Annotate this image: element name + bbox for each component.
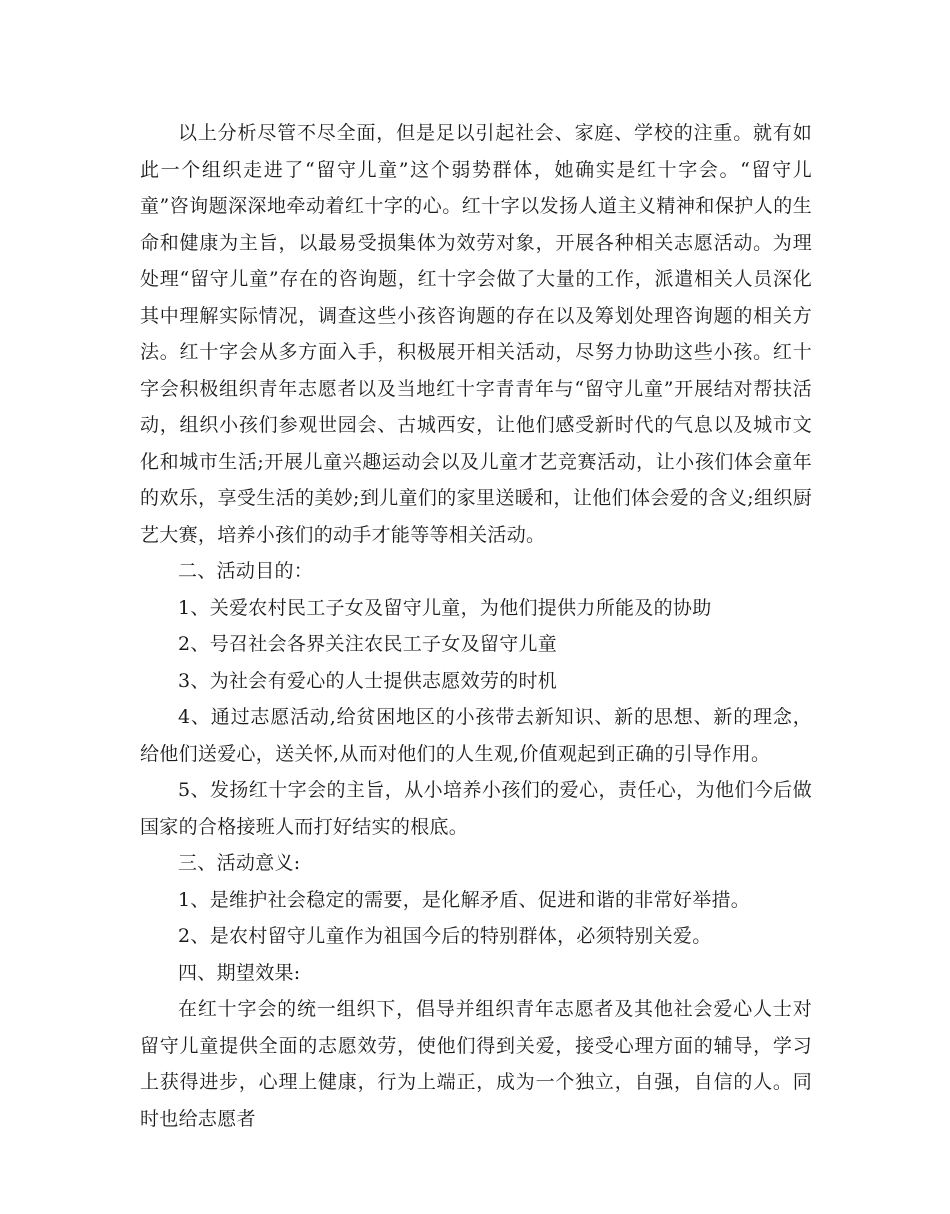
section-heading-significance: 三、活动意义:	[178, 852, 301, 874]
purpose-item-1: 1、关爱农村民工子女及留守儿童，为他们提供力所能及的协助	[178, 596, 712, 619]
section-heading-expected-effect: 四、期望效果:	[178, 961, 301, 984]
expected-effect-paragraph: 在红十字会的统一组织下，倡导并组织青年志愿者及其他社会爱心人士对留守儿童提供全面的志愿效劳，使他们得到关爱，接受心理方面的辅导，学习上获得进步，心理上健康，行为上端正，成为一个独立，自强，自信的人。同时也给志愿者	[140, 998, 812, 1130]
purpose-item-4: 4、通过志愿活动,给贫困地区的小孩带去新知识、新的思想、新的理念，给他们送爱心，送关怀,从而对他们的人生观,价值观起到正确的引导作用。	[140, 706, 812, 765]
purpose-item-2: 2、号召社会各界关注农民工子女及留守儿童	[178, 633, 558, 655]
significance-item-1: 1、是维护社会稳定的需要，是化解矛盾、促进和谐的非常好举措。	[178, 888, 751, 911]
intro-paragraph: 以上分析尽管不尽全面，但是足以引起社会、家庭、学校的注重。就有如此一个组织走进了“留守儿童”这个弱势群体，她确实是红十字会。“留守儿童”咨询题深深地牵动着红十字的心。红十字以发扬人道主义精神和保护人的生命和健康为主旨，以最易受损集体为效劳对象，开展各种相关志愿活动。为理处理“留守儿童”存在的咨询题，红十字会做了大量的工作，派遣相关人员深化其中理解实际情况，调查这些小孩咨询题的存在以及筹划处理咨询题的相关方法。红十字会从多方面入手，积极展开相关活动，尽努力协助这些小孩。红十字会积极组织青年志愿者以及当地红十字青青年与“留守儿童”开展结对帮扶活动，组织小孩们参观世园会、古城西安，让他们感受新时代的气息以及城市文化和城市生活;开展儿童兴趣运动会以及儿童才艺竞赛活动，让小孩们体会童年的欢乐，享受生活的美妙;到儿童们的家里送暖和，让他们体会爱的含义;组织厨艺大赛，培养小孩们的动手才能等等相关活动。	[140, 122, 812, 546]
purpose-item-5: 5、发扬红十字会的主旨，从小培养小孩们的爱心，责任心，为他们今后做国家的合格接班人而打好结实的根底。	[140, 779, 812, 838]
significance-item-2: 2、是农村留守儿童作为祖国今后的特别群体，必须特别关爱。	[178, 925, 712, 947]
purpose-item-3: 3、为社会有爱心的人士提供志愿效劳的时机	[178, 669, 558, 692]
section-heading-purpose: 二、活动目的：	[178, 560, 314, 582]
document-body	[140, 115, 812, 1137]
